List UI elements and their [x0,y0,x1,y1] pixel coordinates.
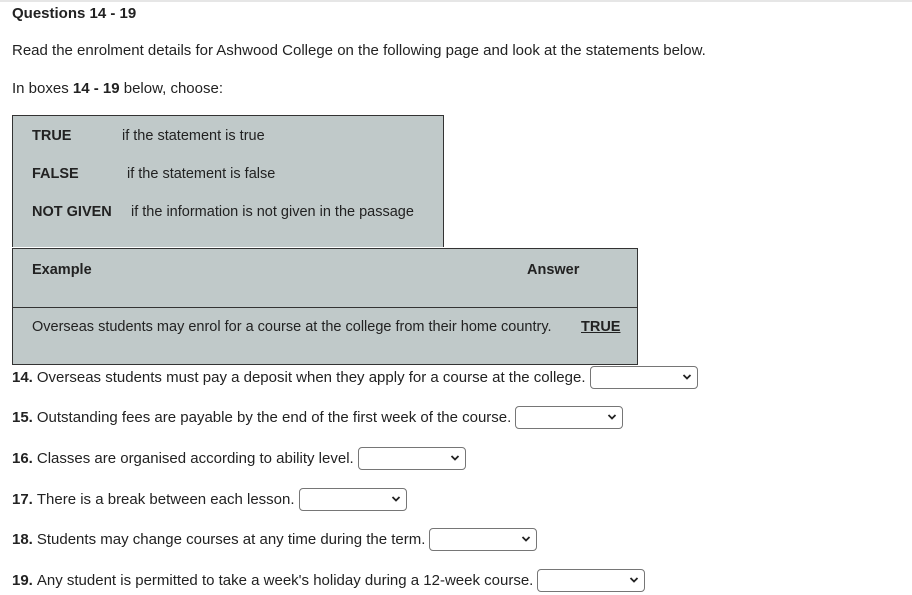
question-text: Overseas students must pay a deposit when they apply for a course at the college. [36,369,586,386]
key-row-true [32,128,265,144]
answer-select-14[interactable] [590,366,698,389]
answer-select-15[interactable] [515,406,623,429]
example-divider [13,307,637,308]
key-desc: if the statement is true [122,128,265,144]
example-sentence: Overseas students may enrol for a course at the college from their home country. [32,319,552,335]
intro-text: Read the enrolment details for Ashwood College on the following page and look at the statements below. [12,42,706,59]
instruction-prefix: In boxes [12,80,73,97]
key-row-not-given [32,204,414,220]
question-number: 16. [12,450,33,467]
chevron-down-icon [682,372,692,382]
example-box [12,248,638,365]
key-desc: if the information is not given in the passage [131,204,414,220]
question-number: 14. [12,369,33,386]
chevron-down-icon [391,494,401,504]
answer-select-19[interactable] [537,569,645,592]
answer-key-box [12,115,444,247]
chevron-down-icon [450,453,460,463]
key-term: NOT GIVEN [32,204,112,220]
question-14 [12,366,698,389]
question-text: Students may change courses at any time during the term. [36,531,426,548]
instruction-range: 14 - 19 [72,80,120,97]
question-19 [12,569,645,592]
question-text: There is a break between each lesson. [36,491,295,508]
question-number: 19. [12,572,33,589]
chevron-down-icon [521,534,531,544]
question-text: Classes are organised according to ability level. [36,450,354,467]
answer-select-16[interactable] [358,447,466,470]
instruction-text [12,80,223,97]
key-term: FALSE [32,166,79,182]
key-row-false [32,166,276,182]
example-label: Example [32,262,92,278]
instruction-suffix: below, choose: [119,80,223,97]
question-text: Outstanding fees are payable by the end of the first week of the course. [36,409,512,426]
question-text: Any student is permitted to take a week's holiday during a 12-week course. [36,572,534,589]
question-16 [12,447,466,470]
answer-select-18[interactable] [429,528,537,551]
question-17 [12,488,407,511]
question-18 [12,528,537,551]
answer-header: Answer [527,262,580,278]
questions-heading: Questions 14 - 19 [12,5,137,22]
question-number: 18. [12,531,33,548]
chevron-down-icon [629,575,639,585]
example-answer: TRUE [581,319,621,335]
question-number: 15. [12,409,33,426]
answer-select-17[interactable] [299,488,407,511]
chevron-down-icon [607,412,617,422]
key-desc: if the statement is false [127,166,276,182]
question-15 [12,406,623,429]
question-number: 17. [12,491,33,508]
key-term: TRUE [32,128,72,144]
